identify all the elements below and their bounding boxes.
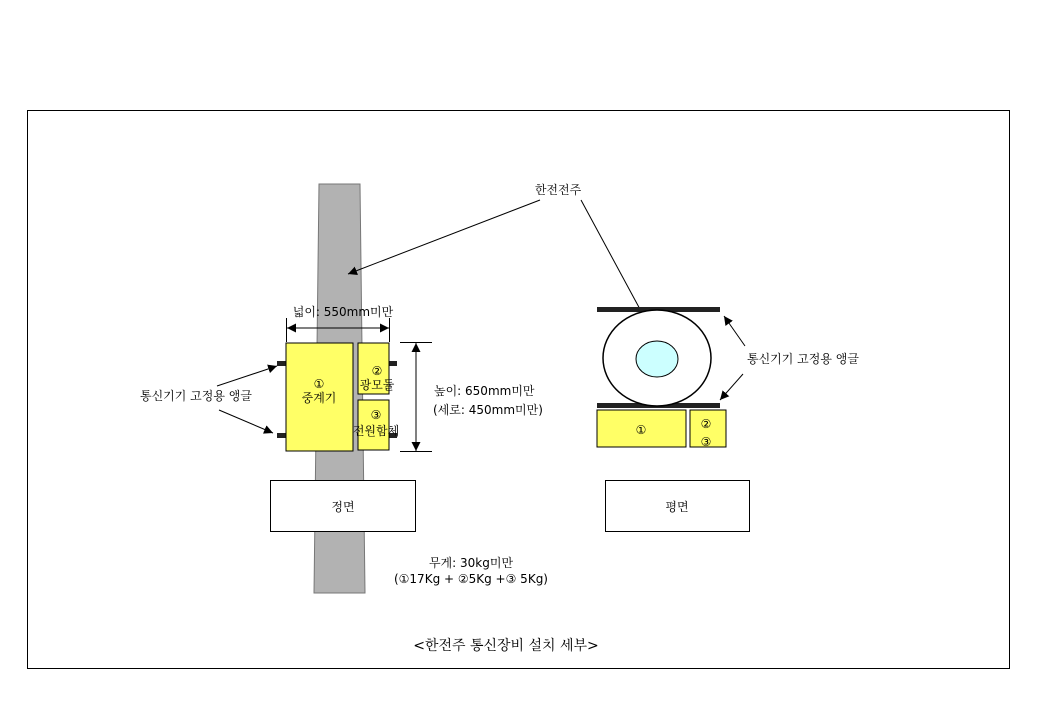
angle-arrow-front-lower (219, 410, 273, 433)
optical-module-number: ② (371, 364, 383, 378)
plan-module-number-b: ③ (700, 435, 712, 449)
angle-bar-upper-right (389, 361, 397, 366)
width-label: 넓이: 550mm미만 (292, 305, 394, 319)
plan-repeater-number: ① (635, 423, 647, 437)
pole-label: 한전전주 (534, 183, 582, 197)
pole-plan-center (636, 341, 678, 377)
front-view-label: 정면 (331, 500, 355, 514)
diagram-caption: <한전주 통신장비 설치 세부> (413, 638, 599, 654)
weight-label: 무게: 30kg미만 (428, 556, 514, 570)
height-sub-label: (세로: 450mm미만) (433, 403, 543, 417)
angle-bar-upper-left (277, 361, 286, 366)
angle-label-plan: 통신기기 고정용 앵글 (747, 352, 859, 366)
height-label: 높이: 650mm미만 (434, 384, 535, 398)
optical-module-label: 광모듈 (359, 378, 395, 392)
repeater-number: ① (313, 377, 325, 391)
plan-view-label: 평면 (665, 500, 689, 514)
angle-label-front: 통신기기 고정용 앵글 (140, 389, 252, 403)
power-enclosure-label: 전원함체 (352, 424, 400, 438)
pole-arrow-front (348, 200, 540, 274)
power-enclosure-number: ③ (370, 408, 382, 422)
weight-breakdown: (①17Kg + ②5Kg +③ 5Kg) (393, 572, 549, 586)
angle-arrow-front-upper (217, 366, 277, 386)
angle-arrow-plan-lower (720, 374, 743, 400)
angle-arrow-plan-upper (724, 316, 745, 346)
plan-module-number-a: ② (700, 417, 712, 431)
repeater-label: 중계기 (301, 391, 337, 405)
angle-bar-lower-left (277, 433, 286, 438)
